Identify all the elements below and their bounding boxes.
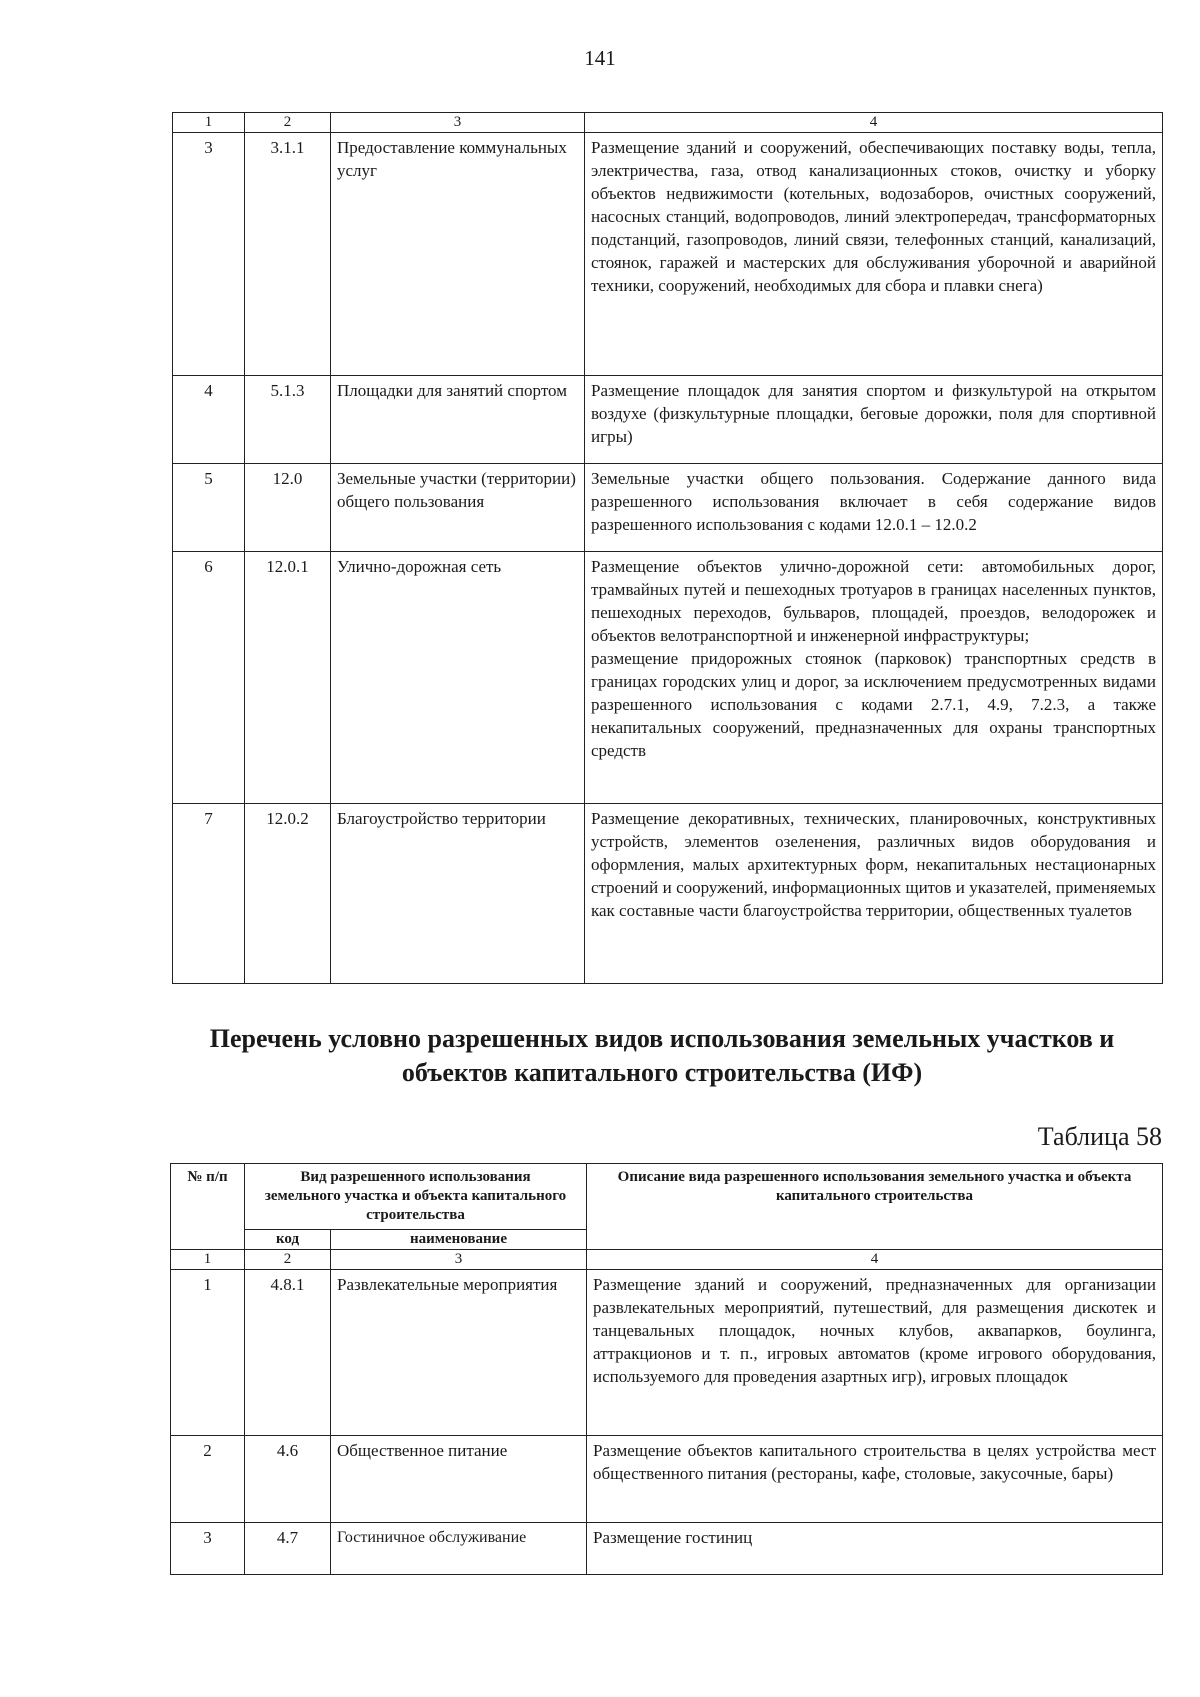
column-number: 2 (245, 1250, 331, 1270)
row-description (585, 552, 1163, 804)
row-number: 5 (173, 464, 245, 552)
row-description-part: размещение придорожных стоянок (парковок) транспортных средств в границах городских улиц и дорог, за исключением предусмотренных видами разрешенного использования с кодами 2.7.1, 4.9, 7.2.3, а также некапитальных сооружений, предназначенных для охраны транспортных средств (591, 649, 1156, 760)
column-number: 4 (587, 1250, 1163, 1270)
table-row (171, 1436, 1163, 1523)
row-number: 4 (173, 376, 245, 464)
table-header-row (171, 1164, 1163, 1230)
permitted-uses-table-continued (172, 112, 1163, 984)
row-name: Улично-дорожная сеть (331, 552, 585, 804)
column-number-row (171, 1250, 1163, 1270)
row-code: 5.1.3 (245, 376, 331, 464)
row-number: 3 (171, 1523, 245, 1575)
header-name: наименование (331, 1230, 587, 1250)
row-code: 12.0.2 (245, 804, 331, 984)
row-number: 7 (173, 804, 245, 984)
row-number: 6 (173, 552, 245, 804)
row-number: 2 (171, 1436, 245, 1523)
header-use-type: Вид разрешенного использования земельного участка и объекта капитального строительства (245, 1164, 587, 1230)
row-name: Гостиничное обслуживание (331, 1523, 587, 1575)
row-number: 3 (173, 133, 245, 376)
row-name: Развлекательные мероприятия (331, 1270, 587, 1436)
page-number: 141 (584, 46, 616, 70)
column-number: 3 (331, 113, 585, 133)
row-description: Размещение декоративных, технических, планировочных, конструктивных устройств, элементов озеленения, различных видов оборудования и оформления, малых архитектурных форм, некапитальных нестационарных строений и сооружений, информационных щитов и указателей, применяемых как составные части благоустройства территории, общественных туалетов (585, 804, 1163, 984)
row-number: 1 (171, 1270, 245, 1436)
header-number: № п/п (171, 1164, 245, 1250)
row-description-part: Размещение объектов улично-дорожной сети: автомобильных дорог, трамвайных путей и пешеходных тротуаров в границах населенных пунктов, пешеходных переходов, бульваров, площадей, проездов, велодорожек и объектов велотранспортной и инженерной инфраструктуры; (591, 557, 1156, 645)
column-number: 2 (245, 113, 331, 133)
row-name: Площадки для занятий спортом (331, 376, 585, 464)
row-code: 12.0 (245, 464, 331, 552)
column-number: 4 (585, 113, 1163, 133)
column-number: 1 (173, 113, 245, 133)
table-row (173, 376, 1163, 464)
row-description: Размещение зданий и сооружений, предназначенных для организации развлекательных мероприятий, путешествий, для размещения дискотек и танцевальных площадок, ночных клубов, аквапарков, боулинга, аттракционов и т. п., игровых автоматов (кроме игрового оборудования, используемого для проведения азартных игр), игровых площадок (587, 1270, 1163, 1436)
row-code: 4.8.1 (245, 1270, 331, 1436)
column-number: 3 (331, 1250, 587, 1270)
row-description: Размещение гостиниц (587, 1523, 1163, 1575)
row-name: Общественное питание (331, 1436, 587, 1523)
table-row (171, 1270, 1163, 1436)
row-name: Предоставление коммунальных услуг (331, 133, 585, 376)
header-description: Описание вида разрешенного использования земельного участка и объекта капитального строительства (587, 1164, 1163, 1250)
row-description: Размещение зданий и сооружений, обеспечивающих поставку воды, тепла, электричества, газа, отвод канализационных стоков, очистку и уборку объектов недвижимости (котельных, водозаборов, очистных сооружений, насосных станций, водопроводов, линий электропередач, трансформаторных подстанций, газопроводов, линий связи, телефонных станций, канализаций, стоянок, гаражей и мастерских для обслуживания уборочной и аварийной техники, сооружений, необходимых для сбора и плавки снега) (585, 133, 1163, 376)
row-code: 3.1.1 (245, 133, 331, 376)
table-row (173, 133, 1163, 376)
table-row (173, 552, 1163, 804)
column-number: 1 (171, 1250, 245, 1270)
header-code: код (245, 1230, 331, 1250)
row-description: Земельные участки общего пользования. Содержание данного вида разрешенного использования включает в себя содержание видов разрешенного использования с кодами 12.0.1 – 12.0.2 (585, 464, 1163, 552)
row-code: 12.0.1 (245, 552, 331, 804)
table-label: Таблица 58 (1037, 1122, 1162, 1151)
row-name: Земельные участки (территории) общего пользования (331, 464, 585, 552)
table-row (173, 464, 1163, 552)
row-code: 4.6 (245, 1436, 331, 1523)
row-name: Благоустройство территории (331, 804, 585, 984)
row-description: Размещение площадок для занятия спортом и физкультурой на открытом воздухе (физкультурные площадки, беговые дорожки, поля для спортивной игры) (585, 376, 1163, 464)
row-description: Размещение объектов капитального строительства в целях устройства мест общественного питания (рестораны, кафе, столовые, закусочные, бары) (587, 1436, 1163, 1523)
section-heading: Перечень условно разрешенных видов использования земельных участков и объектов капитального строительства (ИФ) (209, 1024, 1115, 1087)
table-row (173, 804, 1163, 984)
table-row (171, 1523, 1163, 1575)
row-code: 4.7 (245, 1523, 331, 1575)
conditional-uses-table (170, 1163, 1163, 1575)
column-number-row (173, 113, 1163, 133)
